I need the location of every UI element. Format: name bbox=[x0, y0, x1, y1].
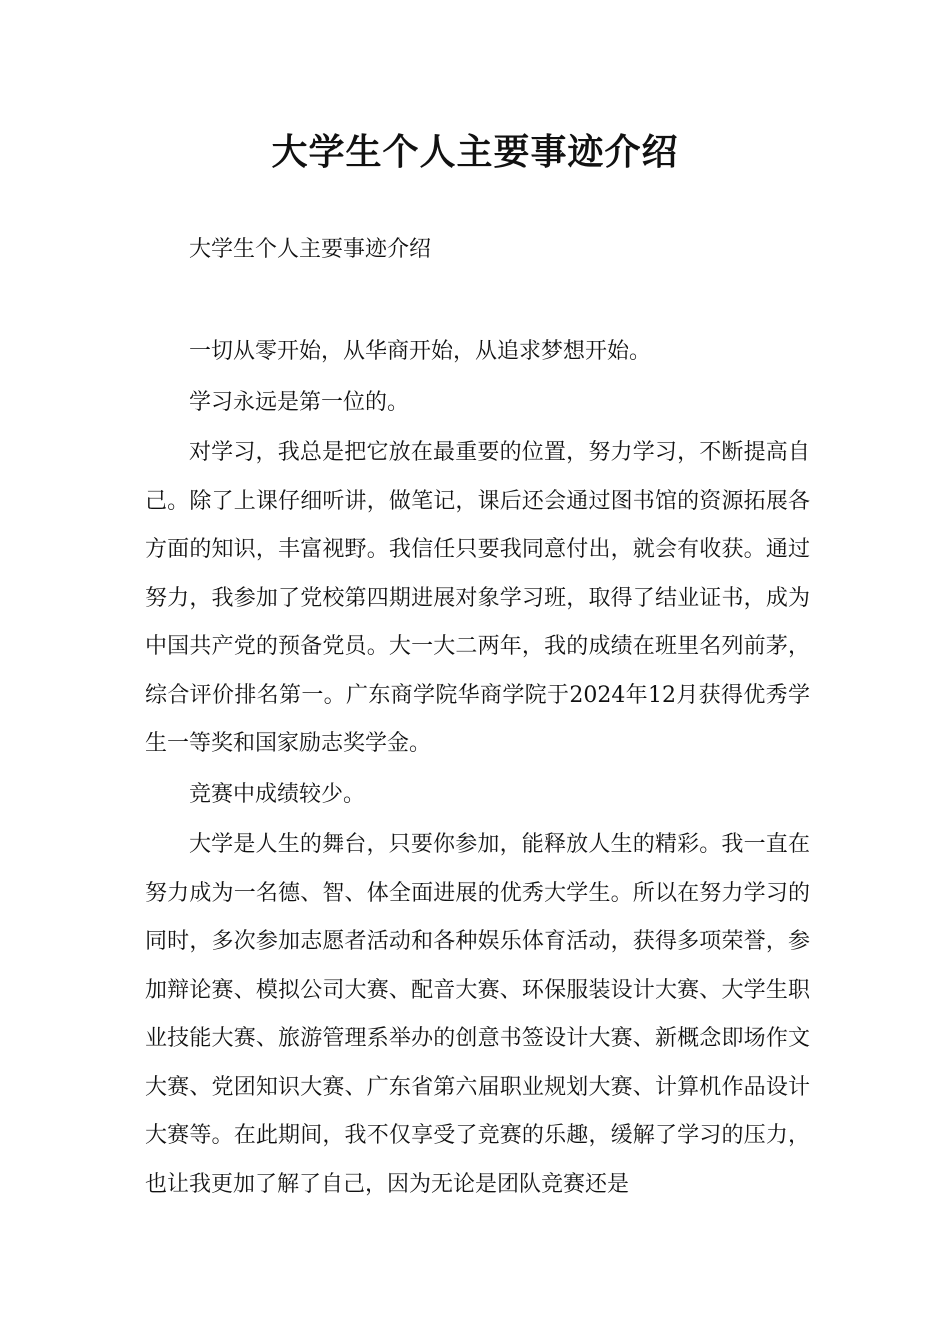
paragraph: 竞赛中成绩较少。 bbox=[189, 781, 366, 807]
paragraph: 对学习，我总是把它放在最重要的位置，努力学习，不断提高自己。除了上课仔细听讲，做笔记，课后还会通过图书馆的资源拓展各方面的知识，丰富视野。我信任只要我同意付出，就会有收获。通过努力，我参加了党校第四期进展对象学习班，取得了结业证书，成为中国共产党的预备党员。大一大二两年，我的成绩在班里名列前茅，综合评价排名第一。广东商学院华商学院于2024年12月获得优秀学生一等奖和国家励志奖学金。 bbox=[145, 440, 811, 756]
paragraph: 学习永远是第一位的。 bbox=[189, 389, 410, 415]
paragraph: 一切从零开始，从华商开始，从追求梦想开始。 bbox=[189, 339, 652, 364]
subtitle-text: 大学生个人主要事迹介绍 bbox=[189, 237, 432, 262]
document-subtitle bbox=[145, 226, 810, 275]
paragraph: 大学是人生的舞台，只要你参加，能释放人生的精彩。我一直在努力成为一名德、智、体全面进展的优秀大学生。所以在努力学习的同时，多次参加志愿者活动和各种娱乐体育活动，获得多项荣誉，参加辩论赛、模拟公司大赛、配音大赛、环保服装设计大赛、大学生职业技能大赛、旅游管理系举办的创意书签设计大赛、新概念即场作文大赛、党团知识大赛、广东省第六届职业规划大赛、计算机作品设计大赛等。在此期间，我不仅享受了竞赛的乐趣，缓解了学习的压力，也让我更加了解了自己，因为无论是团队竞赛还是 bbox=[145, 832, 810, 1197]
document-body bbox=[145, 328, 810, 1211]
document-title: 大学生个人主要事迹介绍 bbox=[271, 132, 679, 173]
